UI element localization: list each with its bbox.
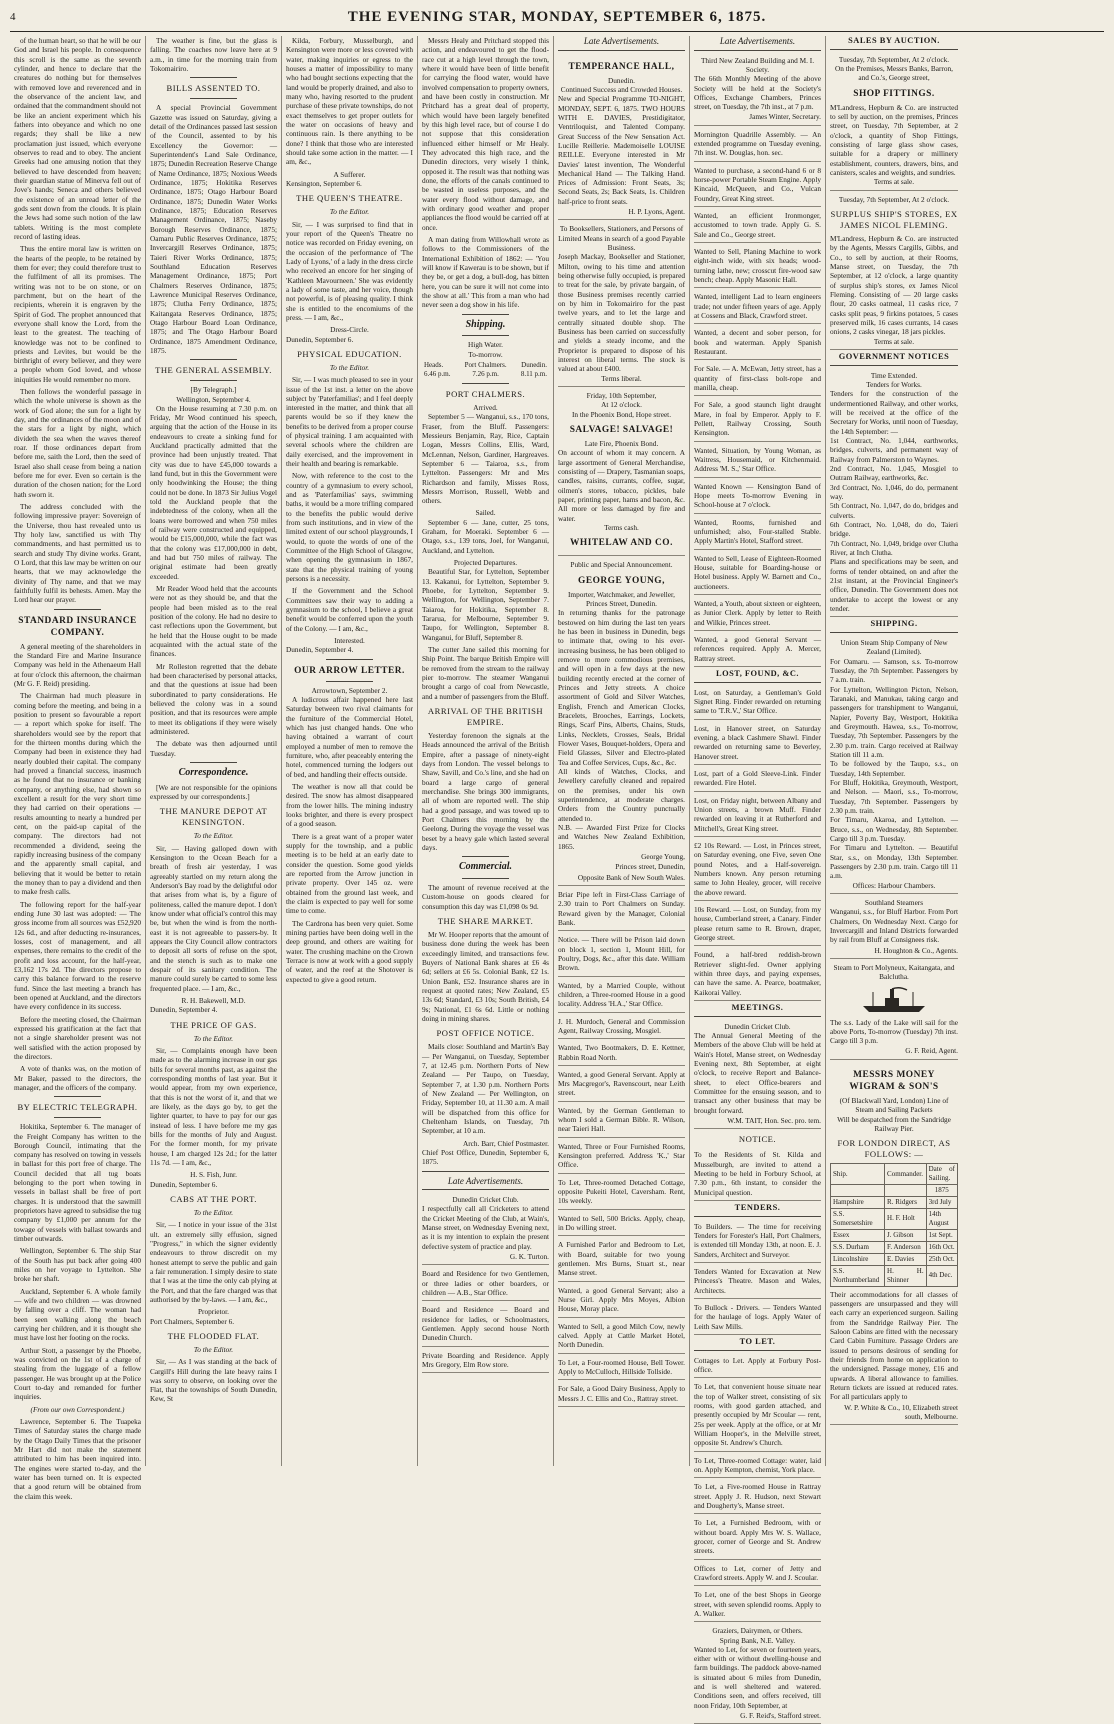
ad-furnished-rooms: Wanted, Three or Four Furnished Rooms, Kensington preferred. Address 'K.,' Star Office. (558, 1140, 685, 1174)
ad-nurse-girl: Wanted, a good General Servant; also a Nurse Girl. Apply Mrs Moyes, Albion House, Moray place. (558, 1284, 685, 1318)
high-water-sub: To-morrow. (468, 349, 503, 359)
ad-board: Board and Residence for two Gentlemen, or three ladies or other boarders, or children — A.B., Star Office. (422, 1267, 549, 1301)
ad-date: Friday, 10th September, (586, 391, 657, 401)
heading-government-notices: GOVERNMENT NOTICES (830, 352, 958, 366)
ad-line: Continued Success and Crowded Houses. (560, 84, 683, 94)
ad-signature: George Young, (641, 851, 685, 861)
ad-time: At 12 o'clock. (601, 400, 642, 410)
table-row: Lincolnshire E. Davies 25th Oct. (831, 1253, 958, 1265)
ad-body: The Annual General Meeting of the Members of the above Club will be held at Wain's Hotel, Manse street, on Wednesday Evening next, 8th September, at eight o'clock, to receive Report and Balance-sheet, to elect Office-bearers and Committee for the ensuing season, and to transact any other business that may be brought forward. (694, 1030, 821, 1115)
ad-engineer-lad: Wanted, intelligent Lad to learn engineers trade; not under fifteen years of age. Apply at Cossens and Black, Crawford street. (694, 290, 821, 324)
heading-telegraph: BY ELECTRIC TELEGRAPH. (17, 1102, 138, 1113)
ad-signature-2: Princes street, Dunedin, (615, 862, 685, 872)
ad-dairy-business: For Sale, a Good Dairy Business, Apply to Messrs J. C. Ellis and Co., Rattray street. (558, 1382, 685, 1407)
sailing-item: For Oamaru. — Samson, s.s. To-morrow Tuesday, the 7th September. Passengers by 7 a.m. train. (830, 656, 958, 685)
ad-body: The s.s. Lady of the Lake will sail for the above Ports, To-morrow (Tuesday) 7th inst. Cargo till 3 p.m. (830, 1017, 958, 1046)
ad-route: FOR LONDON DIRECT, AS FOLLOWS: — (837, 1138, 951, 1160)
divider (422, 1171, 549, 1172)
projected-label: Projected Departures. (453, 558, 518, 568)
ad-sub: (Of Blackwall Yard, London) Line of Steam and Sailing Packets (839, 1095, 949, 1115)
body-paragraph: The amount of revenue received at the Custom-house on goods cleared for consumption this day was £1,098 0s 9d. (422, 883, 549, 911)
ad-tender-excavation: Tenders Wanted for Excavation at New Princess's Theatre. Mason and Wales, Architects. (694, 1265, 821, 1299)
body-paragraph: Sir, — Having galloped down with Kensington to the Ocean Beach for a breath of fresh air yesterday, I was agreeably startled on my return along the Anderson's Bay road by the delightful odor that arises from what is, by a figure of politeness, called the manure depot. I don't know under what official's control this may be, but when the wind is from the north-east it is not agreeable to passers-by. It appears the City Council allow contractors to deposit all sorts of refuse on the spot, and the stench is such as to make one despair of its sanitary condition. The manure could surely be carted to some less frequented place. — I am, &c., (150, 843, 277, 993)
body-paragraph: On the House resuming at 7.30 p.m. on Friday, Mr Wood continued his speech, arguing that the action of the House in its endeavours to create a sinking fund for Auckland practically admitted that the province had been unjustly treated. That city was due to have £45,000 towards a land fund, but in this the Government were only hoodwinking the House; the thing could not be done. In 1873 Sir Julius Vogel told the Auckland people that the indebtedness of the colony, when all the loans were borrowed and when 750 miles of railway were constructed and equipped, would be £15,000,000, while the fact was that the colony was £17,000,000 in debt, and had but 750 miles of railway. The original estimate had been greatly exceeded. (150, 403, 277, 581)
divider (190, 380, 237, 381)
column-3 (282, 36, 418, 1466)
ad-milch-cow: Wanted to Sell, a good Milch Cow, newly calved. Apply at Cattle Market Hotel, North Dunedin. (558, 1320, 685, 1354)
heading-to-let: TO LET. (694, 1337, 821, 1351)
letter-date: Dunedin, September 4. (150, 1005, 218, 1015)
ad-body: M'Landress, Hepburn & Co. are instructed by the Agents, Messrs Cargills, Gibbs, and Co., to sell by auction, at their Rooms, Manse street, on Tuesday, the 7th September, at 12 o'clock, a large quantity of surplus ship's stores, ex James Nicol Fleming. Consisting of — 20 large casks flour, 20 casks oatmeal, 11 casks rice, 7 casks split peas, 9 firkins potatoes, 5 cases preserved milk, 16 cases currants, 14 cases onions, 2 casks vinegar, 18 jars pickles. (830, 234, 958, 337)
ad-servant: Wanted, a good General Servant. Apply at Mrs Macgregor's, Ravenscourt, near Leith street. (558, 1068, 685, 1102)
ad-ship-stores (830, 193, 958, 350)
table-row: S.S. Durham F. Anderson 16th Oct. (831, 1241, 958, 1253)
ad-tender-builders: To Builders. — The time for receiving Tenders for Forester's Hall, Port Chalmers, is extended till Monday 13th, at noon. E. J. Sanders, Architect and Surveyor. (694, 1220, 821, 1263)
body-paragraph: Beautiful Star, for Lyttelton, September 13. Kakanui, for Lyttelton, September 9. Phoebe, for Lyttelton, September 9. Wellington, for Wellington, September 7. Taiaroa, for Hokitika, September 8. Tararua, for Melbourne, September 9. Taupo, for Wellington, September 8. Wanganui, for Bluff, September 8. (422, 567, 549, 642)
body-paragraph: Sir, — I was surprised to find that in your report of the Queen's Theatre no notice was recorded on Friday evening, on the occasion of the performance of 'The Lady of Lyons,' of a lady in the dress circle who received an encore for her singing of 'Kathleen Mavourneen.' She was evidently a lady of some taste, and her voice, though not powerful, is of pleasing quality. I think she is entitled to the encomiums of the press. — I am, &c., (286, 219, 413, 322)
ad-body: I respectfully call all Cricketers to attend the Cricket Meeting of the Club, at Wain's, Manse street, on Wednesday Evening next, as it is my intention to explain the present defective system of practice and play. (422, 1204, 549, 1251)
table-row: Hampshire R. Ridgers 3rd July (831, 1197, 958, 1209)
ad-body: Joseph Mackay, Bookseller and Stationer, Milton, owing to his time and attention being otherwise fully occupied, is prepared to treat for the sale, by private bargain, of those Business premises recently carried on by him in Tokomairiro for the past twelve years, and to let the large and centrally situated double shop. The Business has been carried on successfully and yields a steady income, and the Proprietor is prepared to dispose of his interest on liberal terms. The stock is valued at about £400. (558, 252, 685, 374)
divider (462, 878, 509, 879)
body-paragraph: Messrs Healy and Pritchard stopped this action, and endeavoured to get the flood-race cut at a high level through the town, where it would have been of little benefit for carrying the flood water, would have involved compensation to property owners, and have been costly in construction. Mr Pritchard has a great deal of property, which would have been largely benefited by this high level race, but of course I do not suppose that this consideration influenced either himself or Mr Healy. They advocated this high race, and the Dunedin directors, very wisely I think, opposed it. The result was that nothing was done, the efforts of the canals continued to be wasted in useless purposes, and the water every flood without damage, and with ordinary good weather and proper appliances the flood would be carried off at once. (422, 36, 549, 232)
post-signature: Arch. Barr, Chief Postmaster. (462, 1138, 549, 1148)
ad-sub: Late Fire, Phoenix Bond. (584, 439, 659, 449)
body-paragraph: Yesterday forenoon the signals at the Heads announced the arrival of the British Empire, after a passage of ninety-eight days from London. The vessel belongs to Shaw, Savill, and Co.'s line, and she had on board a large cargo of general merchandise. She brings 300 immigrants, all of whom are reported well. The ship had a good passage, and was towed up to Port Chalmers this morning by the Geelong. During the voyage the vessel was beset by a heavy gale which lasted several days. (422, 731, 549, 852)
heading-physical-education: PHYSICAL EDUCATION. (297, 348, 402, 359)
body-paragraph: Sir, — I was much pleased to see in your issue of the 1st inst. a letter on the above subject by 'Paterfamilias'; and I feel deeply interested in the matter, and think that all parents would be so if they knew the benefits to be derived from a proper course of physical training. I am acquainted with several schools where the children are daily exercised, and the improvement in their health and bearing is remarkable. (286, 375, 413, 469)
ad-title: Union Steam Ship Company of New Zealand (Limited). (840, 638, 948, 657)
ad-steam-engine: Wanted to purchase, a second-hand 6 or 8 horse-power Portable Steam Engine. Apply Kincaid, McQueen, and Co., Vulcan Foundry, Great King street. (694, 164, 821, 207)
ad-building-society (694, 54, 821, 126)
contract-item: 1st Contract, No. 1,044, earthworks, bridges, culverts, and permanent way of Railway from Palmerston to Waynes. (830, 436, 958, 464)
column-header-commander: Commander. (885, 1164, 927, 1185)
letter-date: Dunedin, September 4. (286, 645, 354, 655)
body-paragraph: The Chairman had much pleasure in coming before the meeting, and being in a position to present so favourable a report — a report which spoke for itself. The shareholders would see by the report that for the thirteen months during which the Company had been in existence they had nearly doubled their capital. The company had proved a financial success, inasmuch as he found that no insurance or banking company, or anything else, had shown so excellent a result for the very short time they had carried on their operations — results amounting to nearly a hundred per cent, on the paid-up capital of the company. The directors had not recommended a dividend, seeing the rapidly increasing business of the company and the apparently small capital, and believing that it would be better to retain the money than to pay a dividend and then to make fresh calls. (14, 691, 141, 897)
ad-cricket-club (422, 1193, 549, 1265)
ad-location: On the Premises, Messrs Banks, Barron, and Co.'s, George street, (835, 64, 953, 83)
heading-commercial: Commercial. (458, 861, 513, 873)
contract-item: 7th Contract, No. 1,049, bridge over Clutha River, at Inch Clutha. (830, 538, 958, 557)
ad-found-retriever: Found, a half-bred reddish-brown Retriever slight-fed. Owner applying within three days, and paying expenses, can have the same. A. Pearce, boatmaker, Kaikorai Valley. (694, 948, 821, 1001)
heading-port-chalmers: PORT CHALMERS. (445, 388, 526, 399)
sailed-label: Sailed. (475, 508, 496, 518)
ad-body: New and Special Programme TO-NIGHT, MONDAY, SEPT. 6, 1875. TWO HOURS WITH E. DAVIES, Prestidigitator, Ventriloquist, and Talented Company. Great Success of the New Sensation Act. Lucille Reillerie. Mademoiselle LOUISE REILLE. Everyone interested in Mr Davies' latest invention, The Wonderful Mechanical Hand — The Talking Hand. Prices of Admission: Front Seats, 3s; Second Seats, 2s; Back Seats, 1s. Children half-price to front seats. (558, 94, 685, 206)
ad-band-of-hope: Wanted Known — Kensington Band of Hope meets To-morrow Evening in School-house at 7 o'clock. (694, 480, 821, 514)
ad-title: SHOP FITTINGS. (853, 88, 935, 99)
arrived-label: Arrived. (473, 402, 498, 412)
heading-manure-depot: THE MANURE DEPOT AT KENSINGTON. (159, 806, 268, 828)
heading-british-empire: ARRIVAL OF THE BRITISH EMPIRE. (427, 706, 544, 728)
sailing-item: For Timaru and Lyttelton. — Beautiful Star, s.s., on Monday, 13th September. Passengers by 2.30 p.m. train. Cargo till 11 a.m. (830, 843, 958, 881)
heading-meetings: MEETINGS. (694, 1003, 821, 1017)
body-paragraph: Auckland, September 6. A whole family — wife and two children — was drowned by falling over a cliff. The woman had been seen walking along the beach carrying her children, and it is thought she must have lost her footing on the rocks. (14, 1286, 141, 1343)
sailing-item: For Timaru, Akaroa, and Lyttelton. — Bruce, s.s., on Wednesday, 8th September. Cargo till 3 p.m. Tuesday. (830, 815, 958, 843)
divider (326, 659, 373, 660)
ad-cricket-meeting (694, 1020, 821, 1130)
ad-murdoch: J. H. Murdoch, General and Commission Agent, Railway Crossing, Mosgiel. (558, 1015, 685, 1040)
ad-lost-muff: Lost, on Friday night, between Albany and Union streets, a brown Muff. Finder rewarded on leaving it at Rutherford and Mitchell's, Great King street. (694, 794, 821, 837)
column-header-date: Date of Sailing. (926, 1164, 957, 1185)
telegraph-note: [By Telegraph.] (190, 385, 237, 395)
body-paragraph: September 5 — Wanganui, s.s., 170 tons, Fraser, from the Bluff. Passengers: Messieurs Benjamin, Ray, Rice, Captain Logan, Messrs Collins, Ellis, Ward, McLennan, Nelson, Gardiner, Hargreaves. September 6 — Taiaroa, s.s., from Lyttelton. Passengers: Mr and Mrs Richardson and family, Misses Ross, Messrs Morrison, Russell, Webb and others. (422, 412, 549, 506)
letter-date: Dunedin, September 6. (286, 334, 354, 344)
ad-house-to-let: To Let, a Four-roomed House, Bell Tower. Apply to McCulloch, Hillside Tollside. (558, 1356, 685, 1381)
hw-port-label: Port Chalmers. (464, 360, 507, 369)
ad-signature: H. Houghton & Co., Agents. (874, 945, 958, 955)
newspaper-title: THE EVENING STAR, MONDAY, SEPTEMBER 6, 1875. (347, 8, 767, 25)
contract-item: 2nd Contract, No. 1,045, Mosgiel to Outram Railway, earthworks, &c. (830, 464, 958, 483)
sailing-item: To be followed by the Taupo, s.s., on Tuesday, 14th September. (830, 759, 958, 778)
ad-money-wigram (830, 1062, 958, 1425)
divider (190, 98, 237, 99)
heading-post-office: POST OFFICE NOTICE. (436, 1028, 535, 1039)
ad-mare: For Sale, a good staunch light draught Mare, in foal by Emperor. Apply to F. Pellett, Railway Crossing, South Kensington. (694, 398, 821, 441)
body-paragraph: There is a great want of a proper water supply for the township, and a public meeting is to be held at an early date to consider the question. Some good yields are reported from the Arrow junction in private property. Over 145 oz. were obtained from the ground last week, and the claim is expected to pay well for some time to come. (286, 831, 413, 916)
ad-body: Their accommodations for all classes of passengers are unsurpassed and they will each carry an experienced surgeon. Sailing from the Sandridge Railway Pier. The Saloon Cabins are fitted with the necessary Card Cabin Furniture. Passage Orders are issued to persons desirous of sending for their friends from home on application to the undersigned. Passage money, £16 and upwards. A liberal allowance to families. Return tickets are issued at reduced rates. For all particulars apply to (830, 1289, 958, 1402)
ad-waitress: Wanted, Situation, by Young Woman, as Waitress, Housemaid, or Kitchenmaid. Address 'M. S.,' Star Office. (694, 444, 821, 478)
table-row: S.S. Somersetshire H. F. Holt 14th August (831, 1209, 958, 1230)
body-paragraph: A general meeting of the shareholders in the Standard Fire and Marine Insurance Company was held in the Athenaeum Hall at four o'clock this afternoon, the chairman (Mr G. F. Reid) presiding. (14, 641, 141, 689)
letter-salutation: To the Editor. (329, 362, 370, 372)
divider (54, 609, 101, 610)
heading-shipping-ads: SHIPPING. (830, 619, 958, 633)
ad-junior-clerk: Wanted, a Youth, about sixteen or eighteen, as Junior Clerk. Apply by letter to Reith and Wilkie, Princes street. (694, 597, 821, 631)
letter-signature: R. H. Bakewell, M.D. (181, 996, 246, 1005)
ad-sub: Tenders for Works. (866, 380, 922, 390)
steamship-icon (830, 985, 958, 1015)
ad-parlor: A Furnished Parlor and Bedroom to Let, with Board, suitable for two young gentlemen. Mrs Burns, Stuart st., near Manse street. (558, 1238, 685, 1281)
ad-date: Tuesday, 7th September, At 2 o'clock. (838, 194, 950, 204)
ad-role: Importer, Watchmaker, and Jeweller, (568, 589, 675, 599)
ad-title: Time Extended. (870, 370, 918, 380)
ad-george-young (558, 558, 685, 886)
column-5 (554, 36, 690, 1466)
body-paragraph: If the Government and the School Committees saw their way to adding a gymnasium to the school, I believe a great benefit would be conferred upon the youth of the Colony. — I am, &c., (286, 586, 413, 633)
columns (10, 36, 1104, 1721)
divider (462, 383, 509, 384)
column-4 (418, 36, 554, 1466)
body-paragraph: of the human heart, so that he will be our God and Israel his people. In consequence this scroll is the same as the seventh cylinder, and hence to declare that the creatures do nothing but for themselves with removed love and reverenced and in the observance of the ancient law, and ordained that the commandment should not be like an ancient experiment which his fathers into obeyance and which no one regards; they shall be like a new proclamation just issued, which everyone observes to read and to obey. The ancient Greeks had one amusing notion that they believed to have descended from heaven; their guardian statue of Minerva fell out of Jove's hands; Seneca and others believed the existence of an unread letter of the gods sent down from the clouds. It is plain the Jews had some such notion of the law tablets. Writing is the most complete record of lasting ideas. (14, 36, 141, 241)
ad-temperance-hall (558, 54, 685, 221)
body-paragraph: Sir, — Complaints enough have been made as to the alarming increase in our gas bills for several months past, as against the corresponding months of last year. But it would appear, from my own experience, that this is not the worst of it, and that we are likely, as the days go by, to get the lighter quarter, to have to pay for our gas instead of less. I have before me my gas bills for the months of July and August. For the former month, for my private house, I am charged 12s 2d.; for the latter 11s 7d. — I am, &c., (150, 1045, 277, 1167)
ad-lost-link: Lost, part of a Gold Sleeve-Link. Finder rewarded. Fire Hotel. (694, 767, 821, 792)
heading-queens-theatre: THE QUEEN'S THEATRE. (296, 193, 403, 204)
late-ads-heading: Late Advertisements. (558, 36, 685, 51)
ad-signature: H. P. Lyons, Agent. (628, 207, 685, 217)
body-paragraph: Hokitika, September 6. The manager of the Freight Company has written to the Borough Council, intimating that the company has resolved on towing in vessels in ballast for this port free of charge. The Council decided that all tug boats belonging to the port when towing in vessels in ballast shall be free of port charges. It is understood that the sawmill proprietors have agreed to subsidise the tug company by £1,000 per annum for the towage of vessels with ballast towards and timber outwards. (14, 1122, 141, 1244)
ad-ironmonger: Wanted, an efficient Ironmonger, accustomed to town trade. Apply G. S. Sale and Co., George street. (694, 209, 821, 243)
ad-to-let-6: Offices to Let, corner of Jetty and Crawford streets. Apply W. and J. Scoular. (694, 1562, 821, 1587)
ad-title: Dunedin Cricket Club. (724, 1021, 791, 1031)
ad-to-let-3: To Let, Three-roomed Cottage: water, laid on. Apply Kempton, chemist, York place. (694, 1454, 821, 1479)
body-paragraph: Then follows the wonderful passage in which the whole universe is shown as the work of God alone; the sun for a light by day, and the ordinances of the moon and of the stars for a light by night, which divideth the sea when the waves thereof roar. If those ordinances depart from before me, saith the Lord, then the seed of Israel also shall cease from being a nation before me for ever. Even so certain is the duration of the chosen nation; for the Lord hath sworn it. (14, 387, 141, 499)
letter-salutation: To the Editor. (193, 831, 234, 841)
ad-date: Tuesday, 7th September, At 2 o'clock. (838, 54, 950, 64)
body-paragraph: Now, with reference to the cost to the country of a gymnasium to every school, and as 'Paterfamilias' says, swimming baths, it would be a more trifling compared to the benefits the public would derive from such institutions, and in view of the limited extent of our school playgrounds, I would, to quote the words of one of the Committee of the High School of Glasgow, when opening the gymnasium in 1867, state that the physical training of young persons is a necessity. (286, 471, 413, 584)
heading-price-of-gas: THE PRICE OF GAS. (170, 1019, 257, 1030)
ad-lost-shawl: Lost, in Hanover street, on Saturday evening, a black Cashmere Shawl. Finder rewarded on returning same to Beverley, Hanover street. (694, 722, 821, 765)
heading-arrow-letter: OUR ARROW LETTER. (294, 665, 405, 676)
ad-southland-steamers (830, 896, 958, 959)
ad-signature: G. K. Turton. (509, 1252, 549, 1262)
ad-title: MESSRS MONEY WIGRAM & SON'S (849, 1069, 939, 1092)
body-paragraph: The following report for the half-year ending June 30 last was adopted: — The gross income from all sources was £52,920 12s 6d., and after deducting re-insurances, losses, cost of management, and all expenses, there remains to the credit of the profit and loss account, for the half-year, £3,162 17s 2d. The directors propose to carry this balance forward to the reserve fund. Since the last meeting a branch has been opened at Auckland, and the directors have every confidence in its success. (14, 899, 141, 1012)
ad-address: Princes Street, Dunedin. (586, 599, 657, 609)
body-paragraph: A ludicrous affair happened here last Saturday between two rival claimants for the furniture of the Commercial Hotel, which has just changed hands. One who having obtained a warrant of court employed a number of men to remove the furniture, who, after peaceably entering the hotel, commenced turning the lodgers out of bed, and handling their effects outside. (286, 695, 413, 779)
high-water-table (422, 361, 549, 379)
body-paragraph: The debate was then adjourned until Tuesday. (150, 739, 277, 758)
ad-title: Steam to Port Molyneux, Kaitangata, and Balclutha. (833, 962, 955, 982)
body-paragraph: Lawrence, September 6. The Tuapeka Times of Saturday states the charge made by the Otago Daily Times that the prisoner Mr Hart did not make the statement attributed to him has been inquired into. The engines were started to-day, and the water has been turned on. It is expected that a good return will be obtained from the claim this week. (14, 1417, 141, 1501)
dateline: Wellington, September 4. (176, 394, 251, 404)
ad-reward-canary: 10s Reward. — Lost, on Sunday, from my house, Cumberland street, a Canary. Finder please return same to R. Brown, draper, George street. (694, 903, 821, 946)
ad-board-2: Board and Residence — Board and residence for ladies, or Schoolmasters, Gentlemen. Apply second house North Dunedin Church. (422, 1303, 549, 1346)
letter-signature: Dress-Circle. (330, 325, 369, 335)
ad-notice: Notice. — There will be Prison laid down on block 1, section 1, Mount Hill, for Poultry, Dogs, &c., after this date. William Brown. (558, 933, 685, 976)
ad-terms: Terms cash. (604, 523, 639, 533)
ad-body: The 66th Monthly Meeting of the above Society will be held at the Society's Offices, Exchange Chambers, Princes street, on Tuesday, the 7th inst., at 7 p.m. (694, 74, 821, 112)
ad-tenders-works (830, 369, 958, 618)
ad-booksellers (558, 222, 685, 387)
ad-to-let-5: To Let, a Furnished Bedroom, with or without board. Apply Mrs W. S. Wallace, grocer, corner of George and St. Andrew streets. (694, 1516, 821, 1559)
ad-body: M'Landress, Hepburn & Co. are instructed to sell by auction, on the premises, Princes street, on Tuesday, 7th September, at 2 o'clock, a quantity of Shop Fittings, consisting of large glass show cases, suitable for a drapery or millinery establishment, counters, drawers, bins, and canisters, scales and weights, and sundries. (830, 102, 958, 178)
column-7 (826, 36, 962, 1466)
ad-signature-3: Opposite Bank of New South Wales. (577, 872, 685, 882)
ad-title: SALVAGE! SALVAGE! (569, 425, 674, 436)
body-paragraph: Thus the entire moral law is written on the hearts of the people, to be retained by them for ever; they could therefore trust to the fulfilment of all its promises. The writing was not to be on stone, or on parchment, but on the heart of the recipients, wherein it is engraven by the Spirit of God. The prophet announced that everyone shall know the Lord, from the least to the greatest. The teaching of knowledge was not to be confined to priests and Levites, but would be the birthright of every believer, and they were a people whom God loved, and whose iniquities He would remember no more. (14, 244, 141, 384)
ad-municipal-notice: To the Residents of St. Kilda and Musselburgh, are invited to attend a Meeting to be held in Forbury School, at 7.30 p.m., 6th instant, to consider the Municipal question. (694, 1148, 821, 1201)
letter-salutation: To the Editor. (329, 207, 370, 217)
body-paragraph: Wellington, September 6. The ship Star of the South has put back after going 400 miles on her voyage to Lyttelton. She broke her shaft. (14, 1246, 141, 1284)
body-paragraph: A man dating from Willowhall wrote as follows to the Commissioners of the International Exhibition of 1862: — 'You will know if Kawerau is to be shown, but if they be, or get a dog, a bull-dog, has bitten here, you can be sure it will not come into the show at all.' This from a man who had never seen a dog show in his life. (422, 234, 549, 310)
ad-terms: Terms liberal. (601, 373, 642, 383)
heading-tenders: TENDERS. (694, 1203, 821, 1217)
letter-signature: A Sufferer. (333, 169, 366, 179)
heading-general-assembly: THE GENERAL ASSEMBLY. (155, 365, 272, 376)
body-paragraph: The address concluded with the following impressive prayer: Sovereign of the Universe, thou hast revealed unto us Thy holy law, sanctified us with Thy commandments, and hast permitted us to search and study Thy divine works. Grant, O Lord, that this law may be written on our hearts, that we may acknowledge the divinity of Thy name, and that we may faithfully fulfil its behests. Amen. May the Lord hear our prayer. (14, 502, 141, 605)
letter-signature: H. S. Fish, Junr. (190, 1170, 237, 1180)
ad-lost-ring: Lost, on Saturday, a Gentleman's Gold Signet Ring. Finder rewarded on returning same to 'T.R.V.,' Star Office. (694, 686, 821, 720)
ad-to-let-1: Cottages to Let. Apply at Forbury Post-office. (694, 1354, 821, 1379)
body-paragraph: Sir, — I notice in your issue of the 31st ult. an extremely silly effusion, signed "Progress," in which the signer evidently endeavours to throw discredit on my honest attempt to serve the public and gain a fair remuneration. I simply desire to state that I was at the time the only cab plying at the Port, and that the fare charged was that authorised by the by-laws. — I am, &c., (150, 1220, 277, 1304)
sailing-item: For Bluff, Hokitika, Greymouth, Westport, and Nelson. — Maori, s.s., To-morrow, Tuesday, 7th September. Passengers by 2.30 p.m. train. (830, 777, 958, 815)
ad-title: Dunedin Cricket Club. (452, 1195, 519, 1205)
ad-name: GEORGE YOUNG, (578, 575, 665, 586)
ad-rooms-stable: Wanted, Rooms, furnished and unfurnished; also, Four-stalled Stable. Apply Martin's Hotel, Stafford street. (694, 516, 821, 550)
body-paragraph: Arthur Stott, a passenger by the Phoebe, was convicted on the 1st of a charge of stealing from the luggage of a fellow passenger. He was brought up at the Police Court to-day and remanded for further inquiries. (14, 1345, 141, 1402)
letter-signature: Proprietor. (197, 1307, 229, 1317)
ad-signature: James Winter, Secretary. (749, 112, 821, 122)
heading-correspondence: Correspondence. (178, 766, 249, 778)
contract-item: 3rd Contract, No. 1,046, do do, permanent way. (830, 482, 958, 501)
heading-lost-found: LOST, FOUND, &C. (694, 669, 821, 683)
ad-shop-fittings (830, 53, 958, 191)
body-paragraph: Sir, — As I was standing at the back of Cargill's Hill during the late heavy rains I was sorry to observe, on looking over the Flat, that the townships of South Dunedin, Kew, St (150, 1357, 277, 1404)
ad-tender-bullock: To Bullock - Drivers. — Tenders Wanted for the haulage of logs. Apply Water of Leith Saw Mills. (694, 1301, 821, 1335)
editorial-note: [We are not responsible for the opinions expressed by our correspondents.] (150, 782, 277, 802)
ad-body-2: Plans and specifications may be seen, and forms of tender obtained, on and after the 21st instant, at the Provincial Engineer's office, Dunedin. The Government does not undertake to accept the lowest or any tender. (830, 557, 958, 613)
contract-item: 6th Contract, No. 1,048, do do, Taieri bridge. (830, 519, 958, 539)
ad-to-let-2: To Let, that convenient house situate near the top of Walker street, consisting of six rooms, with good garden attached, and presently occupied by Mr Scoular — rent, 25s per week. Apply at the office, or at Mr William Hooper's, in the Melville street, opposite St. Andrew's Church. (694, 1380, 821, 1451)
heading-share-market: THE SHARE MARKET. (437, 916, 534, 927)
ad-signature: W.M. TAIT, Hon. Sec. pro. tem. (727, 1115, 821, 1125)
ad-title: Third New Zealand Building and M. I. Society. (700, 55, 815, 74)
ad-body: Wanganui, s.s., for Bluff Harbor. From Port Chalmers, On Wednesday Next. Cargo for Invercargill and Inland Districts forwarded by rail from Bluff at Consignees risk. (830, 907, 958, 945)
letter-date: Kensington, September 6. (286, 178, 362, 188)
ad-signature: G. F. Reid, Agent. (905, 1046, 958, 1056)
ad-briar-pipe: Briar Pipe left in First-Class Carriage of 2.30 train to Port Chalmers on Sunday. Reward given by the Manager, Colonial Bank. (558, 888, 685, 931)
ad-sub: Dunedin. (608, 75, 635, 85)
body-paragraph: Kilda, Forbury, Musselburgh, and Kensington were more or less covered with water, making inquiries or egress to the houses a matter of impossibility to many who had bought sections expecting that the land would be properly drained, and also to many who, having resorted to the prudent purchase of these private townships, do not exact themselves to get proper outlets for the water on occasions of heavy and continuous rain. Is there anything to be done? I think that those who are interested should take some action in the matter. — I am, &c., (286, 36, 413, 167)
body-paragraph: The Cardrona has been very quiet. Some mining parties have been doing well in the deep ground, and others are waiting for water. The crushing machine on the Crown Terrace is now at work with a good supply of water, and the reef at the Shotover is expected to give a good return. (286, 918, 413, 984)
heading-flooded-flat: THE FLOODED FLAT. (167, 1330, 260, 1341)
masthead (10, 6, 1104, 32)
letter-date: Dunedin, September 6. (150, 1179, 218, 1189)
letter-salutation: To the Editor. (193, 1207, 234, 1217)
divider (190, 359, 237, 360)
ad-body: In returning thanks for the patronage bestowed on him during the last ten years he has been in business in Dunedin, begs to intimate that, owing to his ever-increasing business, he has been obliged to remove to more commodious premises, and will open in a few days at the new building recently erected at the corner of Princes and Jetty streets. A choice assortment of Gold and Silver Watches, English, French and American Clocks, Bracelets, Brooches, Earrings, Lockets, Rings, Scarf Pins, Alberts, Chains, Studs, Links, Necklets, Crosses, Seals, Bridal Flower Vases, Bouquet-holders, Opera and Field Glasses, Silver and Electro-plated Tea and Coffee Services, Cups, &c., &c. (558, 608, 685, 767)
body-paragraph: A special Provincial Government Gazette was issued on Saturday, giving a detail of the Ordinances passed last session of the Council, assented to by his Excellency the Governor: — Superintendent's Land Sale Ordinance, 1875; Dunedin Recreation Reserve Change of Name Ordinance, 1875; Noxious Weeds Ordinance, 1875; Hokitika Reserves Ordinance, 1875; Otago Harbour Board Ordinance, 1875; Dunedin Water Works Ordinance, 1875; Education Reserves Management Ordinance, 1875; Naseby Borough Reserves Ordinance, 1875; Oamaru Public Reserves Ordinance, 1875; Invercargill Reserves Ordinance, 1875; Taieri River Works Ordinance, 1875; Southland Education Reserves Management Ordinance, 1875; Port Chalmers Reserves Ordinance, 1875; Lawrence Municipal Reserves Ordinance, 1875; Clutha Ferry Ordinance, 1875; Kaitangata Reserves Ordinance, 1875; Otago Harbour Board Loan Ordinance, 1875; and The Otago Harbour Board Ordinance, 1875 Amendment Ordinance, 1875. (150, 103, 277, 355)
letter-signature: Interested. (334, 636, 365, 646)
ad-to-let-4: To Let, a Five-roomed House in Rattray street. Apply J. R. Hudson, next Stewart and Dougherty's, Manse street. (694, 1480, 821, 1514)
ad-bootmakers: Wanted, Two Bootmakers, D. E. Kettner, Rabbin Road North. (558, 1041, 685, 1066)
heading-cabs-at-port: CABS AT THE PORT. (170, 1193, 257, 1204)
ad-reward-notes: £2 10s Reward. — Lost, in Princes street, on Saturday evening, one Five, seven One pound Notes, and a Half-sovereign. Numbers known. Any person returning same to John Healey, grocer, will receive the above reward. (694, 839, 821, 901)
ad-title: Graziers, Dairymen, or Others. (712, 1626, 803, 1636)
ad-title: SURPLUS SHIP'S STORES, EX JAMES NICOL FLEMING. (830, 209, 958, 231)
sailing-year: 1875 (926, 1185, 957, 1197)
hw-dunedin-label: Dunedin. (521, 360, 547, 369)
ad-to-let-7: To Let, one of the best Shops in George street, with seven splendid rooms. Apply to A. Walker. (694, 1588, 821, 1622)
page-number: 4 (10, 11, 16, 23)
ad-general-servant: Wanted, a good General Servant — references required. Apply A. Mercer, Rattray street. (694, 633, 821, 667)
ad-bricks: Wanted to Sell, 500 Bricks. Apply, cheap, in Do willing street. (558, 1212, 685, 1237)
ad-german-bible: Wanted, by the German Gentleman to whom I sold a German Bible. R. Wilson, near Taieri Hall. (558, 1104, 685, 1138)
ad-body-2: All kinds of Watches, Clocks, and Jewellery carefully cleaned and repaired on the premises, under his own superintendence, at moderate charges. Orders from the Country punctually attended to. (558, 766, 685, 823)
ad-planing-machine: Wanted to Sell, Planing Machine to work eight-inch wide, with six heads; wood-turning lathe, new; crosscut fire-wood saw bench; cheap. Apply Masonic Hall. (694, 245, 821, 288)
column-6 (690, 36, 826, 1721)
divider (54, 1096, 101, 1097)
correspondent-note: (From our own Correspondent.) (30, 1404, 125, 1414)
body-paragraph: A vote of thanks was, on the motion of Mr Baker, passed to the directors, the manager, and the officers of the company. (14, 1064, 141, 1092)
ad-signature: WHITELAW AND CO. (570, 538, 673, 549)
ad-body: On account of whom it may concern. A large assortment of General Merchandise, consisting of — Drapery, Tasmanian soaps, candles, raisins, currants, coffee, sugar, oilmen's stores, tobacco, pickles, bale paper, printing paper, hams and bacon, &c. All more or less damaged by fire and water. (558, 448, 685, 523)
ad-note: N.B. — Awarded First Prize for Clocks and Watches New Zealand Exhibition, 1865. (558, 822, 685, 851)
ad-steam-molyneux (830, 961, 958, 1060)
body-paragraph: Mr Reader Wood held that the accounts were not as they should be, and that the people had been misled as to the real position of the colony. He had no desire to cast reflections upon the Government, but he held that the House ought to be made acquainted with the actual state of the finances. (150, 584, 277, 659)
divider (190, 77, 237, 78)
divider (462, 856, 509, 857)
letter-salutation: To the Editor. (193, 1344, 234, 1354)
hw-dunedin-time: 8.11 p.m. (520, 369, 547, 378)
letter-date: Port Chalmers, September 6. (150, 1316, 235, 1326)
body-paragraph: September 6 — Jane, cutter, 25 tons, Graham, for Moeraki. September 6 — Otago, s.s., 139 tons, Joel, for Wanganui, Auckland, and Lyttelton. (422, 517, 549, 555)
divider (190, 762, 237, 763)
divider (462, 335, 509, 336)
hw-heads-time: 6.46 p.m. (424, 369, 451, 378)
ad-bolt-rope: For Sale. — A. McEwan, Jetty street, has a quantity of first-class bolt-rope and manilla, cheap. (694, 362, 821, 396)
late-ads-heading: Late Advertisements. (422, 1176, 549, 1191)
ad-quadrille: Mornington Quadrille Assembly. — An extended programme on Tuesday evening, 7th inst. W. Douglas, hon. sec. (694, 128, 821, 162)
letter-salutation: To the Editor. (193, 1033, 234, 1043)
heading-notice: NOTICE. (738, 1134, 777, 1145)
ad-title: Southland Steamers (864, 897, 924, 907)
ad-title: Public and Special Announcement. (570, 560, 673, 570)
heading-standard-insurance: STANDARD INSURANCE COMPANY. (18, 615, 137, 638)
ad-cottage: To Let, Three-roomed Detached Cottage, opposite Pukeiti Hotel, Caversham. Rent, 10s weekly. (558, 1176, 685, 1210)
hw-port-time: 7.26 p.m. (472, 369, 499, 378)
ad-office: Offices: Harbour Chambers. (852, 880, 936, 890)
column-1 (10, 36, 146, 1501)
ad-private-board: Private Boarding and Residence. Apply Mrs Gregory, Elm Row store. (422, 1349, 549, 1374)
ad-body: Wanted to Let, for seven or fourteen years, either with or without dwelling-house and farm buildings. The paddock above-named is situated about 6 miles from Dunedin, and is well sheltered and watered. Conditions seen, and offers received, till noon Friday, 10th September, at (694, 1644, 821, 1710)
body-paragraph: Mr W. Hooper reports that the amount of business done during the week has been exceedingly limited, and transactions few. Buyers of National Bank shares at £6 4s 6d; sellers at £6 5s. Colonial Bank, £2 1s. Union Bank, £52. Insurance shares are in request at quoted rates; New Zealand, £5 13s 6d; Standard, £3 10s; South British, £4 9s; National, £1 6s 6d. Little or nothing doing in mining shares. (422, 930, 549, 1024)
dateline: Arrowtown, September 2. (311, 685, 388, 695)
ad-place: In the Phoenix Bond, Hope street. (571, 409, 672, 419)
ad-body: Tenders for the construction of the undermentioned Railway, and other works, will be received at the office of the Secretary for Works, until noon of Tuesday, the 14th September: — (830, 389, 958, 436)
body-paragraph: Before the meeting closed, the Chairman expressed his gratification at the fact that not a single shareholder present was not well satisfied with the action proposed by the directors. (14, 1014, 141, 1061)
table-row: S.S. Northumberland H. H. Shinner 4th Dec. (831, 1265, 958, 1286)
ad-union-steam-ship (830, 636, 958, 894)
contract-item: 5th Contract, No. 1,047, do do, bridges and culverts. (830, 501, 958, 520)
heading-sales-by-auction: SALES BY AUCTION. (830, 36, 958, 50)
late-ads-heading: Late Advertisements. (694, 36, 821, 51)
ad-terms: Terms at sale. (873, 177, 915, 187)
sailing-table (830, 1163, 958, 1286)
body-paragraph: The cutter Jane sailed this morning for Ship Point. The barque British Empire will be removed from the stream to the railway pier to-morrow. The steamer Wanganui brought a cargo of coal from Newcastle, and a number of passengers from the Bluff. (422, 645, 549, 701)
high-water-label: High Water. (468, 340, 503, 350)
ad-salvage (558, 389, 685, 556)
post-date: Chief Post Office, Dunedin, September 6, 1875. (422, 1147, 549, 1167)
ad-sober-person: Wanted, a decent and sober person, for book and waterman. Apply Spanish Restaurant. (694, 326, 821, 360)
heading-shipping: Shipping. (465, 318, 506, 330)
divider (326, 681, 373, 682)
sailing-item: For Lyttelton, Wellington Picton, Nelson, Taranaki, and Manukau, taking cargo and passengers for transhipment to Wanganui, Napier, Poverty Bay, Westport, Hokitika and Greymouth. Hawea, s.s., To-morrow, Tuesday, 7th September. Passengers by the 2.30 p.m. train. Cargo received at Railway Station till 11 a.m. (830, 684, 958, 759)
ad-sub: Spring Bank, N.E. Valley. (719, 1635, 796, 1645)
column-header-ship: Ship. (831, 1164, 885, 1185)
heading-bills-assented: BILLS ASSENTED TO. (166, 83, 261, 94)
body-paragraph: Mr Rolleston regretted that the debate had been characterised by personal attacks, and that the questions at issue had been subordinated to party considerations. He believed the colony was in a sound position, and that its resources were ample to meet its obligations if they were wisely administered. (150, 661, 277, 736)
body-paragraph: Mails close: Southland and Martin's Bay — Per Wanganui, on Tuesday, September 7, at 12.45 p.m. Northern Ports of New Zealand — Per Taupo, on Tuesday, September 7, at 1.30 p.m. Northern Ports of New Zealand — Per Wellington, on Friday, September 10, at 11.30 a.m. A mail will be dispatched from this office for Cheltenham Islands, on Tuesday, 7th September, at 10 a.m. (422, 1042, 549, 1136)
table-row: Essex J. Gibson 1st Sept. (831, 1229, 958, 1241)
ad-terms: Terms at sale. (873, 336, 915, 346)
hw-heads-label: Heads. (424, 360, 444, 369)
body-paragraph: The weather is fine, but the glass is falling. The coaches now leave here at 9 a.m., in time for the morning train from Tokomairiro. (150, 36, 277, 73)
ad-title: To Booksellers, Stationers, and Persons of Limited Means in search of a good Payable Business. (558, 224, 685, 253)
divider (54, 1117, 101, 1118)
ad-title: TEMPERANCE HALL, (568, 61, 675, 72)
ad-graziers (694, 1624, 821, 1724)
ad-note: Will be despatched from the Sandridge Railway Pier. (837, 1114, 951, 1133)
ad-signature: W. P. White & Co., 10, Elizabeth street south, Melbourne. (844, 1402, 958, 1421)
ad-lease: Wanted to Sell, Lease of Eighteen-Roomed House, suitable for Boarding-house or Hotel business. Apply W. Barnett and Co., auctioneers. (694, 552, 821, 595)
body-paragraph: The weather is now all that could be desired. The snow has almost disappeared from the lower hills. The mining industry looks brighter, and there is every prospect of a good season. (286, 782, 413, 829)
ad-wanted-house: Wanted, by a Married Couple, without children, a Three-roomed House in a good locality. Address 'H.A.,' Star Office. (558, 979, 685, 1013)
column-2 (146, 36, 282, 1466)
ad-signature: G. F. Reid's, Stafford street. (740, 1711, 821, 1721)
divider (462, 314, 509, 315)
